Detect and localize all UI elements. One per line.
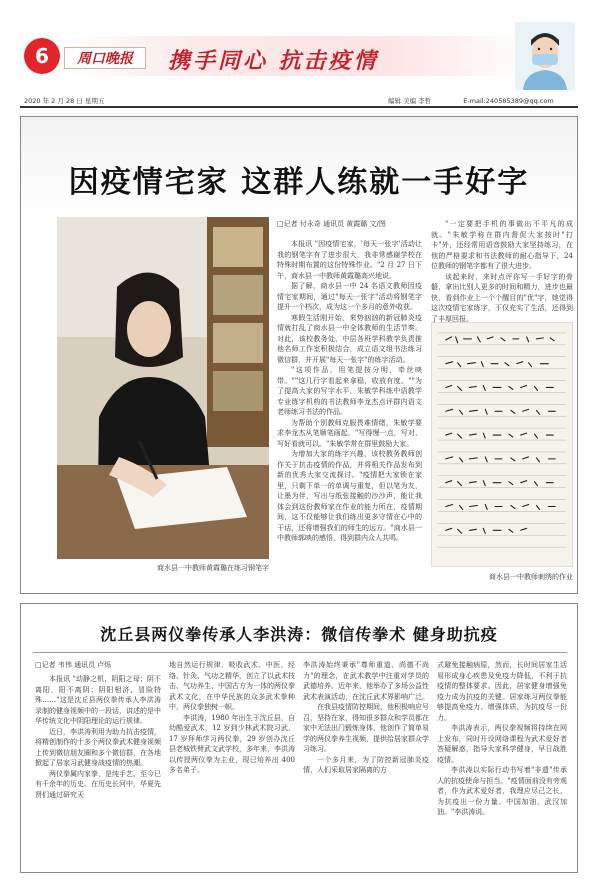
editor-credits	[388, 96, 554, 105]
page-header	[0, 0, 600, 105]
section-slogan: 携手同心 抗击疫情	[168, 49, 379, 74]
header-rule	[20, 106, 578, 108]
article-body-column	[35, 674, 161, 864]
paragraph: 李洪涛，1980 年出生于沈丘县，自幼酷爱武术，12 岁到少林武术院习武，17 岁拜师学习两仪拳，29 岁创办沈丘县老城铁臂武文武学校，多年来，李洪涛以传授两仪拳为主业，现已培养出 400 多名弟子。	[169, 713, 295, 774]
paragraph: 李洪涛以实际行动书写着"非遗"传承人的抗疫使命与担当。"疫情面前没有旁观者，作为武术爱好者，我理应尽己之长，为抗疫出一份力量。中国加油，武汉加油。"李洪涛说。	[437, 766, 567, 816]
paragraph: 两仪拳属内家拳，是纯手艺，至今已有千余年的历史。在历史长河中，华夏先贤们通过研究天	[35, 769, 161, 799]
article-byline: □记者 付永奇 通讯员 黄霞璐 文/图	[277, 220, 386, 228]
paragraph: 在我县疫情防控期间，他积极响应号召，坚持在家，得知很多群众和学员都在家中无法出门锻炼身体，他创作了简单易学的两仪拳养生视频，提供给居家群众学习练习。	[303, 703, 429, 753]
editor-name: 编辑 美编 李哲	[388, 97, 432, 105]
issue-date: 2020 年 2 月 28 日 星期五	[24, 97, 105, 105]
paragraph: 式避免接触病原，然而，长时间居家生活易形成身心疾患及免疫力降低，不利于抗疫情的整体要求。因此，居家健身增强免疫力成为抗疫的关键。居家练习两仪拳能够提高免疫力、增强体质，为抗疫尽一份力。	[437, 661, 567, 722]
paragraph: 李洪涛始终秉承"尊师重道、尚德不尚力"的理念，在武术教学中注重对学员的武德培养。近年来，他举办了多场公益性武术表演活动，在沈丘武术界影响广泛。	[303, 661, 429, 701]
newspaper-name: 周口晚报	[64, 47, 146, 69]
doctor-portrait-image	[515, 22, 575, 90]
article-body-column	[437, 660, 567, 864]
article-martial-arts	[20, 603, 578, 873]
handwriting-homework-photo	[431, 322, 573, 567]
photo-caption: 商水县一中教师黄霞璐在练习钢笔字	[157, 564, 269, 572]
paragraph: 李洪涛表示，两仪拳视频将持续在网上发布，同时开设网络课程为武术爱好者答疑解惑，指导大家科学健身，早日战胜疫情。	[437, 724, 567, 764]
paragraph: 本报讯 "因疫情宅家，'每天一张字'活动让我的钢笔字有了进步很大，我非常感谢学校在特殊时期布置的这份特殊作业。"2 月 27 日下午，商水县一中教师黄霞璐高兴地说。	[277, 240, 422, 280]
article-body-column	[431, 219, 573, 323]
paragraph: 谈起来时，来时点评你写一手好字的骨骼，拿出比别人更多的时间和精力，进步也最快，看到作业上一个个醒目的"优"字，她觉得这次疫情宅家练字，不仅充实了生活，还得到了丰厚回报。	[431, 272, 573, 323]
paragraph: 一个多月来，为了防控新冠肺炎疫情，人们采取居家隔离的方	[303, 755, 429, 774]
paragraph: 为帮助个别教师克服畏难情绪，朱敏学要求李龙杰从笔顺笔画起，"写得慢一点，写对、写好看就可以。"朱敏学常在群里鼓励大家。	[277, 418, 422, 448]
photo-caption: 商水县一中教师刺绣的作业	[489, 573, 573, 581]
paragraph: 据了解，商水县一中 24 名语文教师因疫情宅家期间，通过"每天一张字"活动将钢笔字提升一个档次，成为这一个多月的意外收获。	[277, 282, 422, 311]
article-body-column	[303, 660, 429, 864]
page-number-badge: 6	[24, 38, 60, 74]
paragraph: "一定要把手机的事做出不平凡的成就。"朱敏学称在群内督促大家按时"打卡"外，还经常用语音鼓励大家坚持练习，在他的严格要求和书法教师的耐心指导下，24 位教师的钢笔字都有了很大进步。	[431, 220, 573, 270]
article-headline: 沈丘县两仪拳传承人李洪涛：微信传拳术 健身助抗疫	[100, 625, 498, 644]
paragraph: 近日，李洪涛利用为助力抗击疫情，将精创制作的十多个两仪拳武术健身视频上传到微信朋友圈和多个微信群，在各地掀起了居家习武健身战疫情的热潮。	[35, 727, 161, 767]
paragraph: 地自然运行规律，吸收武术、中医、经络、针灸、气功之精华，创立了以武术技击、气功养生、中国古方为一体的两仪拳武术文化，在中华民族的众多武术拳种中，两仪拳独树一帜。	[169, 661, 295, 711]
contact-email: E-mail:240585389@qq.com	[463, 97, 554, 105]
article-headline: 因疫情宅家 这群人练就一手好字	[68, 165, 530, 200]
article-calligraphy	[20, 116, 578, 594]
paragraph: 寒假生活刚开始，来势汹汹的新冠肺炎疫情就打乱了商水县一中全体教师的生活节奏。对此，该校教务处、中层各班学科教学负责推他名师工作室积极结合，成立语文组书法练习微信群，并开展"每天一张字"的练字活动。	[277, 313, 422, 364]
article-byline: □记者 韦伟 通讯员 卢烁	[35, 661, 112, 669]
article-body-column	[169, 660, 295, 864]
article-body-column	[277, 239, 422, 569]
paragraph: "这项作品，用笔提按分明，牵丝映带。""这几行字看起来拿稳，收放有度。""为了提高大家的写字水平，朱敏学科练中语教学专业练字机构的书法教师李龙杰点评群内语文老师练习书法的作品。	[277, 366, 422, 416]
teacher-writing-photo	[57, 217, 269, 559]
headline-rule	[33, 652, 567, 653]
paragraph: 本报讯 "动静之机，阴阳之母；阴不离阳，阳不离阴；阴阳相济，冒险特殊……"这是沈丘县两仪拳传承人李洪涛录制的健身视频中的一段话，讲述的是中华传统文化中阴阳理论的运行规律。	[35, 675, 161, 725]
paragraph: 为增加大家的练字兴趣，该校教务教师创作关于抗击疫情的作品，并将相关作品发布到新的优秀大家交流探讨。"疫情把大家锁在家里，只剩下单一的单调与重复，但以笔为友，让墨为伴，写出与纸张接触的沙沙声，能让我体会到这份教师家在作业的能力所在，疫情期间，这不仅能够让我们练出更多守情在心中的干话，还将增强我们的师生的远方。"商水县一中教师郭映的感悟，得到群内众人共鸣。	[277, 450, 422, 542]
